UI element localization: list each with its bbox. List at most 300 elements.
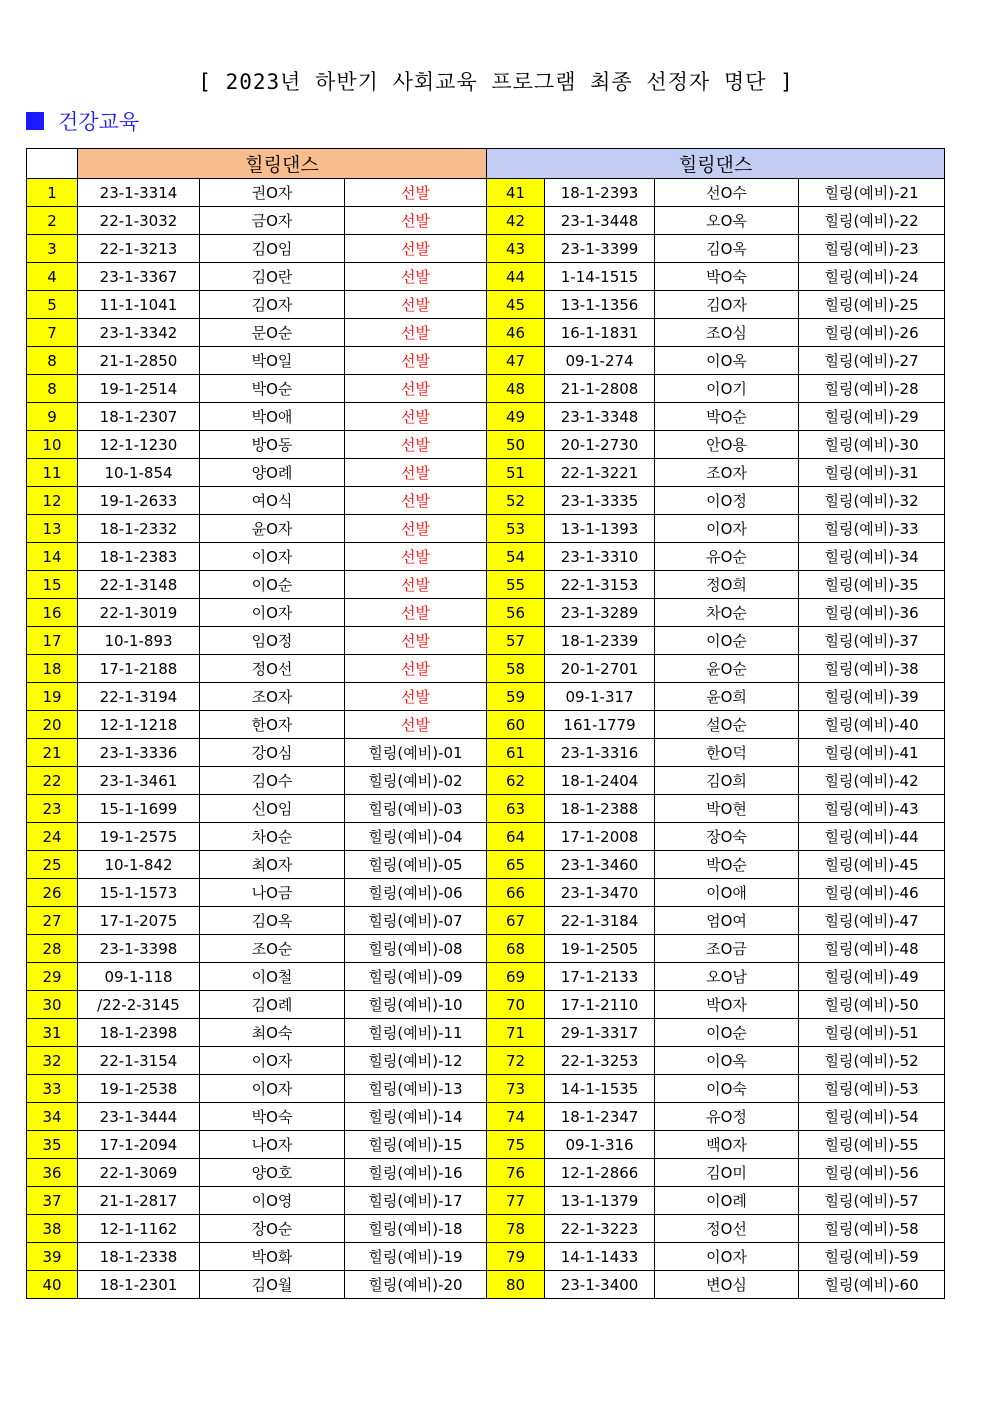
selection-status: 힐링(예비)-41 xyxy=(799,739,945,767)
table-row xyxy=(27,1131,945,1159)
page-title: [ 2023년 하반기 사회교육 프로그램 최종 선정자 명단 ] xyxy=(198,70,794,94)
selection-status: 힐링(예비)-28 xyxy=(799,375,945,403)
member-name: 백O자 xyxy=(655,1131,799,1159)
member-id: 23-1-3310 xyxy=(545,543,655,571)
member-name: 김O희 xyxy=(655,767,799,795)
selection-status: 힐링(예비)-01 xyxy=(345,739,487,767)
square-bullet-icon xyxy=(26,112,44,130)
row-number: 39 xyxy=(27,1243,78,1271)
member-name: 박O순 xyxy=(655,403,799,431)
member-name: 이O자 xyxy=(200,599,345,627)
member-id: 10-1-854 xyxy=(78,459,200,487)
selection-status: 힐링(예비)-58 xyxy=(799,1215,945,1243)
member-id: 19-1-2505 xyxy=(545,935,655,963)
member-id: 16-1-1831 xyxy=(545,319,655,347)
table-row xyxy=(27,319,945,347)
member-name: 윤O순 xyxy=(655,655,799,683)
row-number: 58 xyxy=(487,655,545,683)
member-name: 김O자 xyxy=(655,291,799,319)
member-name: 이O순 xyxy=(200,571,345,599)
row-number: 7 xyxy=(27,319,78,347)
member-name: 정O선 xyxy=(655,1215,799,1243)
selection-status: 선발 xyxy=(345,655,487,683)
selection-status: 힐링(예비)-08 xyxy=(345,935,487,963)
member-name: 조O순 xyxy=(200,935,345,963)
selection-status: 힐링(예비)-51 xyxy=(799,1019,945,1047)
selection-status: 힐링(예비)-03 xyxy=(345,795,487,823)
row-number: 12 xyxy=(27,487,78,515)
member-id: 18-1-2383 xyxy=(78,543,200,571)
selection-status: 힐링(예비)-42 xyxy=(799,767,945,795)
row-number: 76 xyxy=(487,1159,545,1187)
table-row xyxy=(27,767,945,795)
selection-status: 힐링(예비)-46 xyxy=(799,879,945,907)
row-number: 53 xyxy=(487,515,545,543)
selection-status: 선발 xyxy=(345,711,487,739)
member-id: 10-1-893 xyxy=(78,627,200,655)
row-number: 48 xyxy=(487,375,545,403)
row-number: 47 xyxy=(487,347,545,375)
table-row xyxy=(27,1215,945,1243)
member-id: 11-1-1041 xyxy=(78,291,200,319)
row-number: 14 xyxy=(27,543,78,571)
member-id: 22-1-3253 xyxy=(545,1047,655,1075)
selection-table xyxy=(26,148,945,1299)
selection-status: 선발 xyxy=(345,515,487,543)
member-id: 23-1-3398 xyxy=(78,935,200,963)
member-name: 윤O희 xyxy=(655,683,799,711)
row-number: 66 xyxy=(487,879,545,907)
row-number: 64 xyxy=(487,823,545,851)
table-row xyxy=(27,235,945,263)
member-name: 이O옥 xyxy=(655,1047,799,1075)
selection-status: 힐링(예비)-16 xyxy=(345,1159,487,1187)
selection-status: 힐링(예비)-38 xyxy=(799,655,945,683)
member-id: 23-1-3460 xyxy=(545,851,655,879)
row-number: 30 xyxy=(27,991,78,1019)
member-id: 13-1-1393 xyxy=(545,515,655,543)
row-number: 62 xyxy=(487,767,545,795)
member-id: 23-1-3444 xyxy=(78,1103,200,1131)
member-id: 23-1-3400 xyxy=(545,1271,655,1299)
member-id: 20-1-2730 xyxy=(545,431,655,459)
table-row xyxy=(27,571,945,599)
table-row xyxy=(27,375,945,403)
row-number: 9 xyxy=(27,403,78,431)
row-number: 65 xyxy=(487,851,545,879)
member-name: 김O옥 xyxy=(200,907,345,935)
table-row xyxy=(27,347,945,375)
row-number: 10 xyxy=(27,431,78,459)
member-name: 이O자 xyxy=(200,1047,345,1075)
member-id: 12-1-1218 xyxy=(78,711,200,739)
table-row xyxy=(27,935,945,963)
selection-status: 선발 xyxy=(345,347,487,375)
table-row xyxy=(27,711,945,739)
selection-status: 힐링(예비)-30 xyxy=(799,431,945,459)
member-id: 18-1-2339 xyxy=(545,627,655,655)
row-number: 28 xyxy=(27,935,78,963)
row-number: 78 xyxy=(487,1215,545,1243)
row-number: 77 xyxy=(487,1187,545,1215)
member-id: 22-1-3148 xyxy=(78,571,200,599)
member-name: 박O숙 xyxy=(655,263,799,291)
table-row xyxy=(27,179,945,207)
header-left-program: 힐링댄스 xyxy=(78,149,487,179)
table-row xyxy=(27,907,945,935)
row-number: 29 xyxy=(27,963,78,991)
row-number: 2 xyxy=(27,207,78,235)
selection-status: 힐링(예비)-48 xyxy=(799,935,945,963)
member-name: 이O영 xyxy=(200,1187,345,1215)
member-name: 이O례 xyxy=(655,1187,799,1215)
row-number: 31 xyxy=(27,1019,78,1047)
member-id: 17-1-2188 xyxy=(78,655,200,683)
member-id: 1-14-1515 xyxy=(545,263,655,291)
row-number: 8 xyxy=(27,375,78,403)
member-name: 박O화 xyxy=(200,1243,345,1271)
row-number: 59 xyxy=(487,683,545,711)
table-row xyxy=(27,1243,945,1271)
selection-status: 힐링(예비)-19 xyxy=(345,1243,487,1271)
member-id: 22-1-3153 xyxy=(545,571,655,599)
member-name: 차O순 xyxy=(200,823,345,851)
member-name: 김O수 xyxy=(200,767,345,795)
table-header-row xyxy=(27,149,945,179)
member-id: 18-1-2398 xyxy=(78,1019,200,1047)
member-name: 차O순 xyxy=(655,599,799,627)
selection-status: 힐링(예비)-27 xyxy=(799,347,945,375)
row-number: 40 xyxy=(27,1271,78,1299)
row-number: 15 xyxy=(27,571,78,599)
selection-status: 선발 xyxy=(345,263,487,291)
row-number: 19 xyxy=(27,683,78,711)
header-corner-cell xyxy=(27,149,78,179)
member-id: 23-1-3448 xyxy=(545,207,655,235)
row-number: 69 xyxy=(487,963,545,991)
member-id: 17-1-2075 xyxy=(78,907,200,935)
row-number: 80 xyxy=(487,1271,545,1299)
table-row xyxy=(27,487,945,515)
row-number: 49 xyxy=(487,403,545,431)
row-number: 79 xyxy=(487,1243,545,1271)
member-id: 18-1-2404 xyxy=(545,767,655,795)
selection-status: 힐링(예비)-44 xyxy=(799,823,945,851)
selection-status: 선발 xyxy=(345,179,487,207)
selection-status: 힐링(예비)-15 xyxy=(345,1131,487,1159)
table-row xyxy=(27,683,945,711)
member-name: 이O옥 xyxy=(655,347,799,375)
member-name: 유O정 xyxy=(655,1103,799,1131)
selection-status: 힐링(예비)-05 xyxy=(345,851,487,879)
row-number: 35 xyxy=(27,1131,78,1159)
row-number: 70 xyxy=(487,991,545,1019)
table-row xyxy=(27,599,945,627)
table-row xyxy=(27,543,945,571)
selection-status: 힐링(예비)-54 xyxy=(799,1103,945,1131)
table-row xyxy=(27,263,945,291)
table-row xyxy=(27,851,945,879)
member-name: 신O임 xyxy=(200,795,345,823)
row-number: 61 xyxy=(487,739,545,767)
row-number: 8 xyxy=(27,347,78,375)
table-row xyxy=(27,655,945,683)
selection-status: 힐링(예비)-43 xyxy=(799,795,945,823)
selection-status: 힐링(예비)-26 xyxy=(799,319,945,347)
table-row xyxy=(27,1075,945,1103)
selection-status: 선발 xyxy=(345,291,487,319)
selection-status: 힐링(예비)-10 xyxy=(345,991,487,1019)
member-id: 12-1-2866 xyxy=(545,1159,655,1187)
member-id: 22-1-3154 xyxy=(78,1047,200,1075)
member-id: 21-1-2850 xyxy=(78,347,200,375)
table-row xyxy=(27,1047,945,1075)
member-name: 이O기 xyxy=(655,375,799,403)
row-number: 16 xyxy=(27,599,78,627)
member-id: 19-1-2633 xyxy=(78,487,200,515)
member-id: 29-1-3317 xyxy=(545,1019,655,1047)
member-id: 23-1-3367 xyxy=(78,263,200,291)
member-name: 여O식 xyxy=(200,487,345,515)
member-name: 나O금 xyxy=(200,879,345,907)
row-number: 54 xyxy=(487,543,545,571)
row-number: 24 xyxy=(27,823,78,851)
member-name: 이O자 xyxy=(200,1075,345,1103)
table-row xyxy=(27,403,945,431)
table-row xyxy=(27,739,945,767)
selection-status: 선발 xyxy=(345,543,487,571)
member-name: 박O애 xyxy=(200,403,345,431)
selection-status: 힐링(예비)-18 xyxy=(345,1215,487,1243)
member-name: 조O금 xyxy=(655,935,799,963)
member-id: 18-1-2301 xyxy=(78,1271,200,1299)
member-name: 나O자 xyxy=(200,1131,345,1159)
selection-status: 힐링(예비)-34 xyxy=(799,543,945,571)
selection-status: 선발 xyxy=(345,459,487,487)
member-name: 박O현 xyxy=(655,795,799,823)
row-number: 71 xyxy=(487,1019,545,1047)
row-number: 32 xyxy=(27,1047,78,1075)
row-number: 37 xyxy=(27,1187,78,1215)
member-id: 15-1-1699 xyxy=(78,795,200,823)
table-row xyxy=(27,991,945,1019)
member-id: 18-1-2332 xyxy=(78,515,200,543)
selection-status: 힐링(예비)-20 xyxy=(345,1271,487,1299)
member-name: 이O순 xyxy=(655,627,799,655)
selection-status: 힐링(예비)-49 xyxy=(799,963,945,991)
member-id: 12-1-1162 xyxy=(78,1215,200,1243)
table-row xyxy=(27,627,945,655)
member-id: 21-1-2808 xyxy=(545,375,655,403)
row-number: 45 xyxy=(487,291,545,319)
member-name: 최O자 xyxy=(200,851,345,879)
row-number: 56 xyxy=(487,599,545,627)
member-name: 오O남 xyxy=(655,963,799,991)
row-number: 51 xyxy=(487,459,545,487)
member-name: 김O임 xyxy=(200,235,345,263)
row-number: 74 xyxy=(487,1103,545,1131)
row-number: 36 xyxy=(27,1159,78,1187)
row-number: 26 xyxy=(27,879,78,907)
member-id: 23-1-3289 xyxy=(545,599,655,627)
row-number: 33 xyxy=(27,1075,78,1103)
member-name: 이O철 xyxy=(200,963,345,991)
table-row xyxy=(27,963,945,991)
selection-status: 힐링(예비)-17 xyxy=(345,1187,487,1215)
table-row xyxy=(27,823,945,851)
selection-status: 힐링(예비)-37 xyxy=(799,627,945,655)
member-id: 22-1-3032 xyxy=(78,207,200,235)
member-name: 이O순 xyxy=(655,1019,799,1047)
selection-status: 힐링(예비)-11 xyxy=(345,1019,487,1047)
selection-status: 힐링(예비)-45 xyxy=(799,851,945,879)
member-name: 한O덕 xyxy=(655,739,799,767)
header-right-program: 힐링댄스 xyxy=(487,149,945,179)
member-name: 박O숙 xyxy=(200,1103,345,1131)
selection-status: 힐링(예비)-32 xyxy=(799,487,945,515)
member-name: 이O자 xyxy=(655,1243,799,1271)
member-name: 윤O자 xyxy=(200,515,345,543)
table-row xyxy=(27,795,945,823)
member-name: 엄O여 xyxy=(655,907,799,935)
row-number: 25 xyxy=(27,851,78,879)
selection-status: 힐링(예비)-14 xyxy=(345,1103,487,1131)
selection-status: 힐링(예비)-36 xyxy=(799,599,945,627)
selection-status: 힐링(예비)-33 xyxy=(799,515,945,543)
member-id: 17-1-2094 xyxy=(78,1131,200,1159)
selection-status: 선발 xyxy=(345,431,487,459)
member-name: 박O순 xyxy=(200,375,345,403)
row-number: 3 xyxy=(27,235,78,263)
member-id: 23-1-3314 xyxy=(78,179,200,207)
member-id: 18-1-2393 xyxy=(545,179,655,207)
member-name: 장O숙 xyxy=(655,823,799,851)
member-id: 17-1-2110 xyxy=(545,991,655,1019)
table-row xyxy=(27,459,945,487)
member-id: 19-1-2538 xyxy=(78,1075,200,1103)
member-id: 21-1-2817 xyxy=(78,1187,200,1215)
member-name: 박O자 xyxy=(655,991,799,1019)
row-number: 23 xyxy=(27,795,78,823)
member-name: 장O순 xyxy=(200,1215,345,1243)
member-id: 10-1-842 xyxy=(78,851,200,879)
member-id: 23-1-3399 xyxy=(545,235,655,263)
member-id: 23-1-3335 xyxy=(545,487,655,515)
row-number: 41 xyxy=(487,179,545,207)
member-id: /22-2-3145 xyxy=(78,991,200,1019)
member-id: 18-1-2307 xyxy=(78,403,200,431)
table-row xyxy=(27,1187,945,1215)
selection-status: 힐링(예비)-52 xyxy=(799,1047,945,1075)
member-name: 박O일 xyxy=(200,347,345,375)
table-row xyxy=(27,1019,945,1047)
selection-status: 힐링(예비)-60 xyxy=(799,1271,945,1299)
member-name: 박O순 xyxy=(655,851,799,879)
row-number: 67 xyxy=(487,907,545,935)
table-row xyxy=(27,431,945,459)
row-number: 63 xyxy=(487,795,545,823)
member-name: 이O숙 xyxy=(655,1075,799,1103)
member-name: 최O숙 xyxy=(200,1019,345,1047)
member-name: 방O동 xyxy=(200,431,345,459)
member-id: 13-1-1356 xyxy=(545,291,655,319)
member-name: 선O수 xyxy=(655,179,799,207)
member-name: 유O순 xyxy=(655,543,799,571)
member-name: 오O옥 xyxy=(655,207,799,235)
member-id: 23-1-3316 xyxy=(545,739,655,767)
member-id: 22-1-3213 xyxy=(78,235,200,263)
selection-status: 힐링(예비)-21 xyxy=(799,179,945,207)
member-id: 09-1-317 xyxy=(545,683,655,711)
member-name: 정O희 xyxy=(655,571,799,599)
member-id: 18-1-2388 xyxy=(545,795,655,823)
table-row xyxy=(27,207,945,235)
selection-status: 선발 xyxy=(345,627,487,655)
member-id: 22-1-3194 xyxy=(78,683,200,711)
member-name: 양O호 xyxy=(200,1159,345,1187)
member-id: 161-1779 xyxy=(545,711,655,739)
selection-status: 힐링(예비)-59 xyxy=(799,1243,945,1271)
selection-status: 선발 xyxy=(345,683,487,711)
row-number: 73 xyxy=(487,1075,545,1103)
member-name: 이O자 xyxy=(655,515,799,543)
member-name: 정O선 xyxy=(200,655,345,683)
row-number: 17 xyxy=(27,627,78,655)
member-id: 18-1-2338 xyxy=(78,1243,200,1271)
selection-status: 힐링(예비)-13 xyxy=(345,1075,487,1103)
member-name: 임O정 xyxy=(200,627,345,655)
member-id: 18-1-2347 xyxy=(545,1103,655,1131)
selection-status: 힐링(예비)-55 xyxy=(799,1131,945,1159)
selection-status: 선발 xyxy=(345,403,487,431)
member-id: 23-1-3470 xyxy=(545,879,655,907)
row-number: 5 xyxy=(27,291,78,319)
selection-status: 선발 xyxy=(345,599,487,627)
member-id: 13-1-1379 xyxy=(545,1187,655,1215)
row-number: 22 xyxy=(27,767,78,795)
selection-status: 힐링(예비)-50 xyxy=(799,991,945,1019)
member-id: 09-1-274 xyxy=(545,347,655,375)
member-id: 19-1-2575 xyxy=(78,823,200,851)
row-number: 18 xyxy=(27,655,78,683)
row-number: 27 xyxy=(27,907,78,935)
row-number: 55 xyxy=(487,571,545,599)
section-title: 건강교육 xyxy=(58,110,140,134)
member-id: 23-1-3336 xyxy=(78,739,200,767)
table-row xyxy=(27,291,945,319)
row-number: 42 xyxy=(487,207,545,235)
member-name: 김O옥 xyxy=(655,235,799,263)
row-number: 38 xyxy=(27,1215,78,1243)
selection-status: 힐링(예비)-04 xyxy=(345,823,487,851)
member-id: 17-1-2133 xyxy=(545,963,655,991)
table-row xyxy=(27,879,945,907)
member-id: 22-1-3069 xyxy=(78,1159,200,1187)
member-name: 이O자 xyxy=(200,543,345,571)
member-name: 설O순 xyxy=(655,711,799,739)
table-row xyxy=(27,1159,945,1187)
selection-status: 힐링(예비)-12 xyxy=(345,1047,487,1075)
selection-status: 힐링(예비)-23 xyxy=(799,235,945,263)
row-number: 34 xyxy=(27,1103,78,1131)
member-id: 23-1-3348 xyxy=(545,403,655,431)
row-number: 68 xyxy=(487,935,545,963)
member-name: 안O용 xyxy=(655,431,799,459)
selection-status: 힐링(예비)-31 xyxy=(799,459,945,487)
member-name: 조O심 xyxy=(655,319,799,347)
member-name: 김O월 xyxy=(200,1271,345,1299)
row-number: 57 xyxy=(487,627,545,655)
